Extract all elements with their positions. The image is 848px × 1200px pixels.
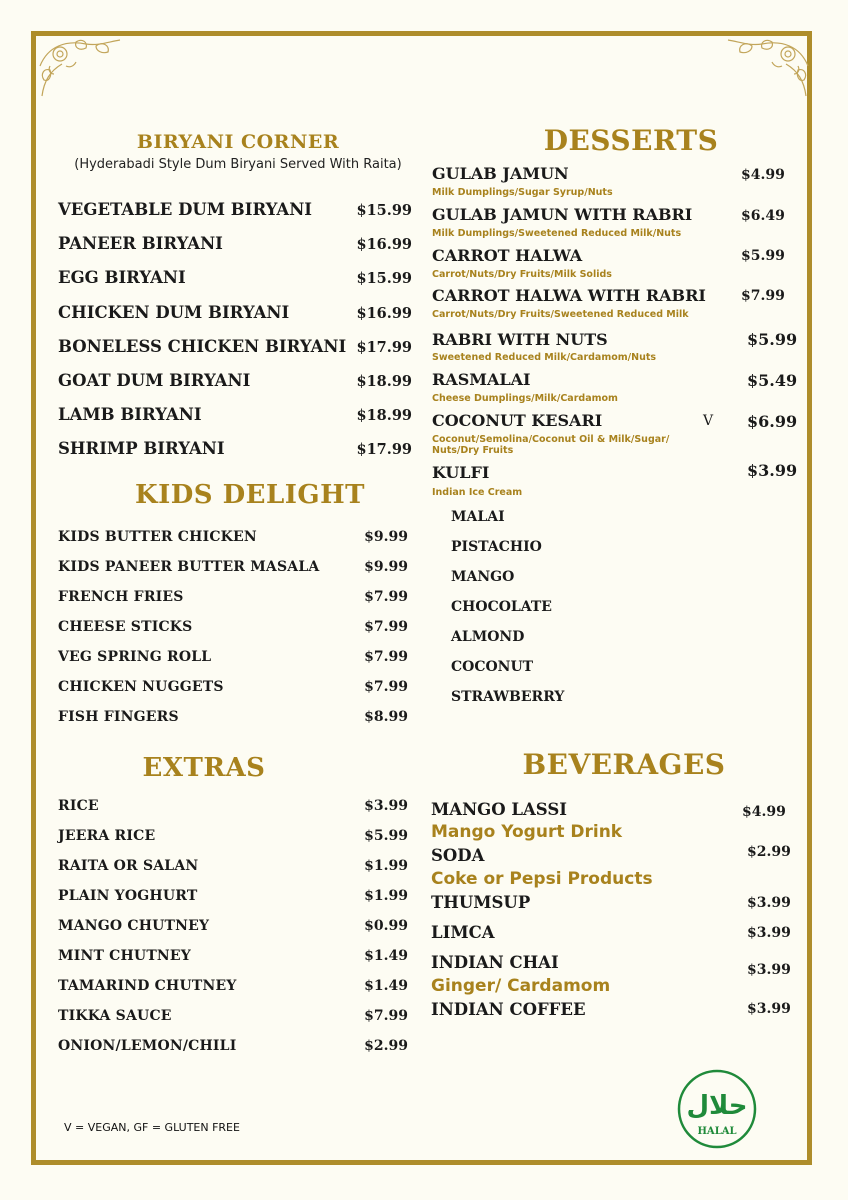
item-price: $15.99 [356, 202, 412, 219]
item-name: FISH FINGERS [58, 709, 179, 725]
item-description: Cheese Dumplings/Milk/Cardamom [432, 393, 618, 404]
item-price: $2.99 [747, 844, 791, 860]
item-price: $16.99 [356, 236, 412, 253]
flavor-item: PISTACHIO [451, 539, 542, 555]
item-name: INDIAN COFFEE [431, 1000, 586, 1019]
item-name: MANGO CHUTNEY [58, 918, 210, 934]
item-name: CHEESE STICKS [58, 619, 193, 635]
item-name: TIKKA SAUCE [58, 1008, 172, 1024]
item-name: INDIAN CHAI [431, 953, 559, 972]
item-name: RAITA OR SALAN [58, 858, 199, 874]
menu-item [58, 268, 412, 287]
item-price: $17.99 [356, 339, 412, 356]
item-name: LAMB BIRYANI [58, 405, 202, 424]
menu-item [58, 589, 408, 605]
item-name: VEG SPRING ROLL [58, 649, 212, 665]
kids-section-title: KIDS DELIGHT [134, 480, 366, 510]
flavor-item: CHOCOLATE [451, 599, 552, 615]
flavor-item: STRAWBERRY [451, 689, 565, 705]
flavor-item: MANGO [451, 569, 515, 585]
flavor-item: ALMOND [451, 629, 525, 645]
flavor-item: MALAI [451, 509, 505, 525]
item-description: Indian Ice Cream [432, 487, 523, 498]
menu-item [58, 619, 408, 635]
item-price: $1.49 [364, 978, 408, 994]
flavor-item: COCONUT [451, 659, 534, 675]
item-price: $3.99 [747, 925, 791, 941]
item-name: GULAB JAMUN [432, 164, 569, 183]
item-name: FRENCH FRIES [58, 589, 184, 605]
item-price: $3.99 [747, 461, 798, 480]
vegan-tag: V [703, 413, 714, 429]
halal-arabic-text: حلال [686, 1091, 748, 1121]
item-price: $5.99 [741, 248, 785, 264]
menu-item [58, 679, 408, 695]
item-name: VEGETABLE DUM BIRYANI [58, 200, 312, 219]
legend-note: V = VEGAN, GF = GLUTEN FREE [64, 1121, 240, 1134]
item-price: $7.99 [364, 1008, 408, 1024]
item-name: TAMARIND CHUTNEY [58, 978, 237, 994]
biryani-subtitle: (Hyderabadi Style Dum Biryani Served With Raita) [74, 157, 402, 172]
item-price: $1.99 [364, 888, 408, 904]
item-price: $18.99 [356, 407, 412, 424]
item-price: $17.99 [356, 441, 412, 458]
item-name: CARROT HALWA WITH RABRI [432, 286, 706, 305]
beverages-section-title: BEVERAGES [522, 748, 726, 781]
menu-item [58, 918, 408, 934]
menu-item [58, 234, 412, 253]
item-price: $15.99 [356, 270, 412, 287]
item-description: Sweetened Reduced Milk/Cardamom/Nuts [432, 352, 657, 363]
item-name: SODA [431, 846, 485, 865]
item-name: MANGO LASSI [431, 800, 567, 819]
floral-ornament-icon [722, 36, 812, 106]
menu-item [58, 559, 408, 575]
item-price: $9.99 [364, 529, 408, 545]
item-price: $16.99 [356, 305, 412, 322]
item-name: BONELESS CHICKEN BIRYANI [58, 337, 347, 356]
halal-badge-icon [676, 1068, 758, 1150]
item-description: Carrot/Nuts/Dry Fruits/Sweetened Reduced Milk [432, 309, 689, 320]
item-name: CARROT HALWA [432, 246, 583, 265]
item-description: Milk Dumplings/Sugar Syrup/Nuts [432, 187, 613, 198]
item-price: $6.49 [741, 208, 785, 224]
item-name: RASMALAI [432, 370, 531, 389]
item-price: $3.99 [364, 798, 408, 814]
item-name: EGG BIRYANI [58, 268, 186, 287]
item-price: $8.99 [364, 709, 408, 725]
menu-item [58, 948, 408, 964]
item-name: RABRI WITH NUTS [432, 330, 608, 349]
menu-item [58, 858, 408, 874]
item-name: GULAB JAMUN WITH RABRI [432, 205, 693, 224]
item-name: CHICKEN DUM BIRYANI [58, 303, 290, 322]
item-price: $1.99 [364, 858, 408, 874]
item-price: $4.99 [742, 804, 786, 820]
item-price: $6.99 [747, 412, 798, 431]
item-description: Carrot/Nuts/Dry Fruits/Milk Solids [432, 269, 612, 280]
menu-item [58, 978, 408, 994]
item-description: Mango Yogurt Drink [431, 822, 623, 842]
item-price: $7.99 [364, 619, 408, 635]
item-name: KULFI [432, 463, 490, 482]
menu-item [58, 828, 408, 844]
menu-item [58, 200, 412, 219]
floral-ornament-icon [36, 36, 126, 106]
item-name: JEERA RICE [58, 828, 156, 844]
item-price: $7.99 [364, 649, 408, 665]
item-price: $7.99 [741, 288, 785, 304]
menu-item [58, 529, 408, 545]
menu-item [58, 1038, 408, 1054]
item-price: $3.99 [747, 1001, 791, 1017]
item-price: $3.99 [747, 895, 791, 911]
item-name: KIDS BUTTER CHICKEN [58, 529, 257, 545]
item-price: $7.99 [364, 589, 408, 605]
item-price: $9.99 [364, 559, 408, 575]
item-description: Ginger/ Cardamom [431, 976, 611, 996]
item-name: RICE [58, 798, 99, 814]
item-price: $0.99 [364, 918, 408, 934]
menu-item [58, 371, 412, 390]
menu-item [58, 337, 412, 356]
halal-label: HALAL [697, 1126, 737, 1137]
menu-item [58, 1008, 408, 1024]
item-description: Coke or Pepsi Products [431, 869, 653, 889]
item-name: GOAT DUM BIRYANI [58, 371, 251, 390]
item-description: Milk Dumplings/Sweetened Reduced Milk/Nuts [432, 228, 682, 239]
item-price: $2.99 [364, 1038, 408, 1054]
item-description: Coconut/Semolina/Coconut Oil & Milk/Sugar/ Nuts/Dry Fruits [432, 434, 670, 456]
item-price: $1.49 [364, 948, 408, 964]
item-price: $5.49 [747, 371, 798, 390]
item-price: $7.99 [364, 679, 408, 695]
menu-item [58, 405, 412, 424]
item-price: $5.99 [364, 828, 408, 844]
item-name: PLAIN YOGHURT [58, 888, 198, 904]
item-price: $3.99 [747, 962, 791, 978]
item-name: MINT CHUTNEY [58, 948, 191, 964]
item-name: ONION/LEMON/CHILI [58, 1038, 237, 1054]
item-name: THUMSUP [431, 893, 531, 912]
biryani-section-title: BIRYANI CORNER [136, 131, 340, 153]
item-price: $18.99 [356, 373, 412, 390]
menu-item [58, 649, 408, 665]
menu-item [58, 439, 412, 458]
item-name: PANEER BIRYANI [58, 234, 223, 253]
item-name: KIDS PANEER BUTTER MASALA [58, 559, 320, 575]
item-price: $5.99 [747, 330, 798, 349]
item-name: SHRIMP BIRYANI [58, 439, 225, 458]
menu-item [58, 798, 408, 814]
item-price: $4.99 [741, 167, 785, 183]
extras-section-title: EXTRAS [142, 753, 266, 783]
item-name: LIMCA [431, 923, 495, 942]
item-name: COCONUT KESARI [432, 411, 603, 430]
menu-item [58, 303, 412, 322]
menu-item [58, 709, 408, 725]
item-name: CHICKEN NUGGETS [58, 679, 224, 695]
desserts-section-title: DESSERTS [543, 124, 719, 157]
menu-item [58, 888, 408, 904]
